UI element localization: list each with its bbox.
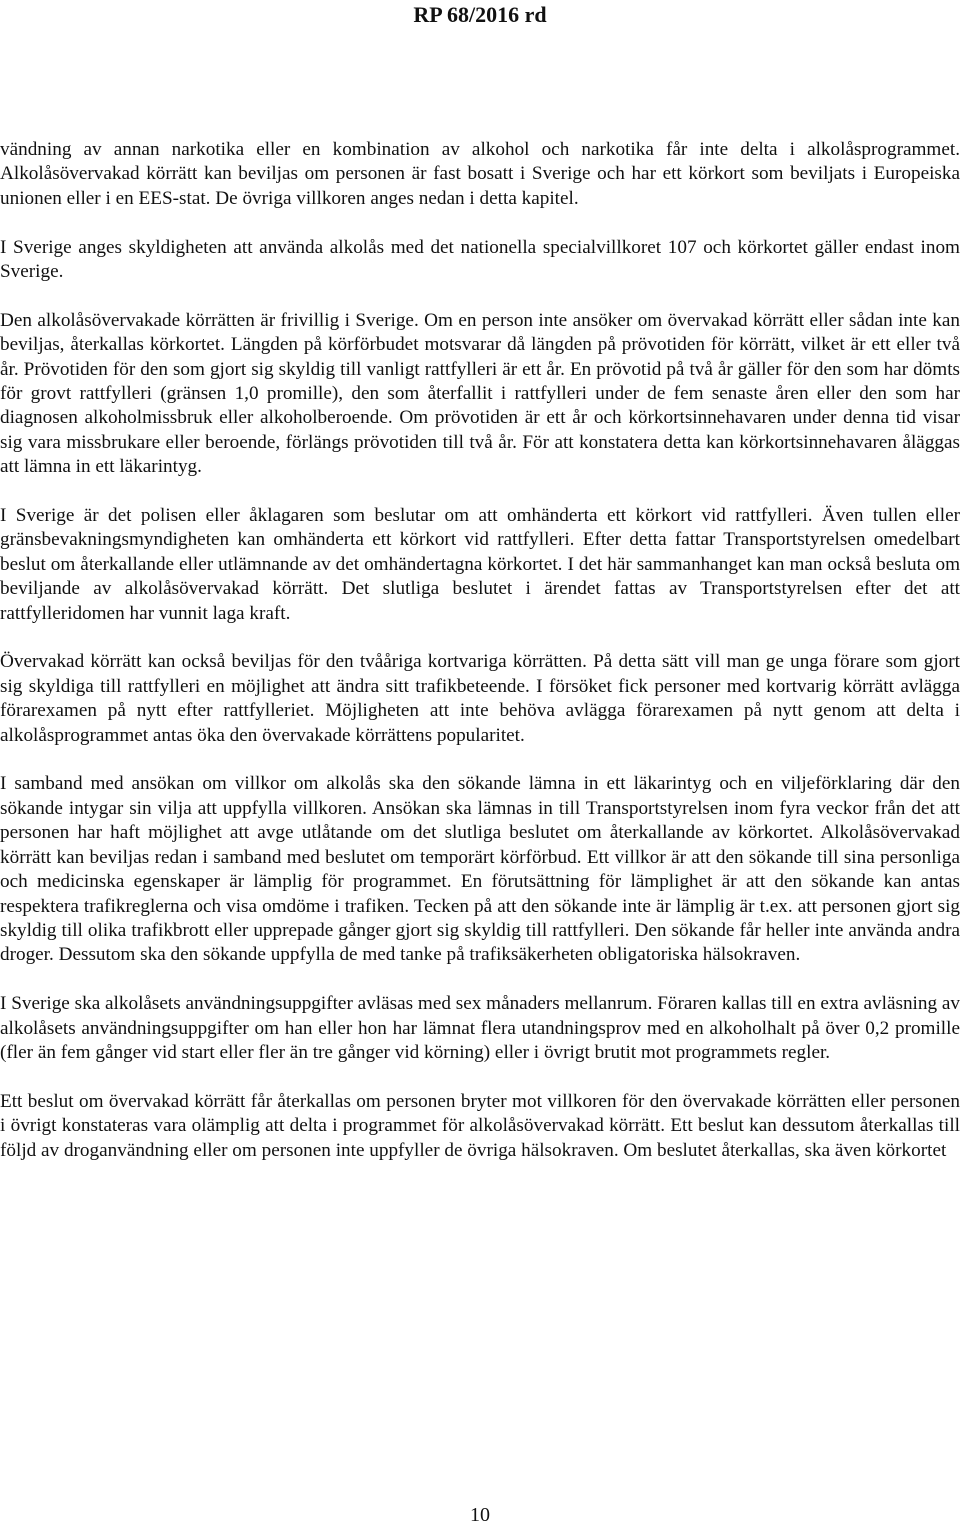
paragraph-6: I samband med ansökan om villkor om alkolås ska den sökande lämna in ett läkarintyg och en viljeförklaring där den sökande intygar sin vilja att uppfylla villkoren. Ansökan ska lämnas in till Transportstyrelsen inom fyra veckor från det att personen har haft möjlighet att avge utlåtande om det slutliga beslutet om återkallande av körkortet. Alkolåsövervakad körrätt kan beviljas redan i samband med beslutet om temporärt körförbud. Ett villkor är att den sökande till sina personliga och medicinska egenskaper är lämplig för programmet. En förutsättning för lämplighet är att den sökande kan antas respektera trafikreglerna och visa omdöme i trafiken. Tecken på att den sökande inte är lämplig är t.ex. att personen gjort sig skyldig till olika trafikbrott eller upprepade gånger gjort sig skyldig till rattfylleri. Den sökande får heller inte använda andra droger. Dessutom ska den sökande uppfylla de med tanke på trafiksäkerheten obligatoriska hälsokraven.: [0, 773, 960, 966]
paragraph-7: I Sverige ska alkolåsets användningsuppgifter avläsas med sex månaders mellanrum. Föraren kallas till en extra avläsning av alkolåsets användningsuppgifter om han eller hon har lämnat flera utandningsprov med en alkoholhalt på över 0,2 promille (fler än fem gånger vid start eller fler än tre gånger vid körning) eller i övrigt brutit mot programmets regler.: [0, 993, 960, 1063]
document-id: RP 68/2016 rd: [413, 2, 547, 27]
page-number: 10: [470, 1504, 490, 1526]
paragraph-3: Den alkolåsövervakade körrätten är frivillig i Sverige. Om en person inte ansöker om övervakad körrätt eller sådan inte kan beviljas, återkallas körkortet. Längden på körförbudet motsvarar då längden på prövotiden för körrätt, vilket är ett eller två år. Prövotiden för den som gjort sig skyldig till vanligt rattfylleri är ett år. En prövotid på två år gäller för den som har dömts för grovt rattfylleri (gränsen 1,0 promille), den som återfallit i rattfylleri under de fem senaste åren eller den som har diagnosen alkoholmissbruk eller alkoholberoende. Om prövotiden är ett år och körkortsinnehavaren under denna tid visar sig vara missbrukare eller beroende, förlängs prövotiden till två år. För att konstatera detta kan körkortsinnehavaren åläggas att lämna in ett läkarintyg.: [0, 309, 960, 478]
paragraph-5: Övervakad körrätt kan också beviljas för den tvååriga kortvariga körrätten. På detta sätt vill man ge unga förare som gjort sig skyldiga till rattfylleri en möjlighet att ändra sitt trafikbeteende. I försöket fick personer med kortvarig körrätt avlägga förarexamen på nytt efter rattfylleriet. Möjligheten att inte behöva avlägga förarexamen på nytt genom att delta i alkolåsprogrammet antas öka den övervakade körrättens popularitet.: [0, 651, 960, 746]
paragraph-1: vändning av annan narkotika eller en kombination av alkohol och narkotika får inte delta i alkolåsprogrammet. Alkolåsövervakad körrätt kan beviljas om personen är fast bosatt i Sverige och har ett körkort som beviljats i Europeiska unionen eller i en EES-stat. De övriga villkoren anges nedan i detta kapitel.: [0, 139, 960, 209]
paragraph-4: I Sverige är det polisen eller åklagaren som beslutar om att omhänderta ett körkort vid rattfylleri. Även tullen eller gränsbevakningsmyndigheten kan omhänderta ett körkort vid rattfylleri. Efter detta fattar Transportstyrelsen omedelbart beslut om återkallande eller utlämnande av det omhändertagna körkortet. I det här sammanhanget kan man också besluta om beviljande av alkolåsövervakad körrätt. Det slutliga beslutet i ärendet fattas av Transportstyrelsen efter det att rattfylleridomen har vunnit laga kraft.: [0, 505, 960, 624]
document-header: [0, 2, 960, 28]
paragraph-8: Ett beslut om övervakad körrätt får återkallas om personen bryter mot villkoren för den övervakade körrätten eller personen i övrigt konstateras vara olämplig att delta i programmet för alkolåsövervakad körrätt. Ett beslut kan dessutom återkallas till följd av droganvändning eller om personen inte uppfyller de övriga hälsokraven. Om beslutet återkallas, ska även körkortet: [0, 1090, 960, 1161]
body-text: [0, 138, 960, 1163]
paragraph-2: I Sverige anges skyldigheten att använda alkolås med det nationella specialvillkoret 107 och körkortet gäller endast inom Sverige.: [0, 236, 960, 283]
